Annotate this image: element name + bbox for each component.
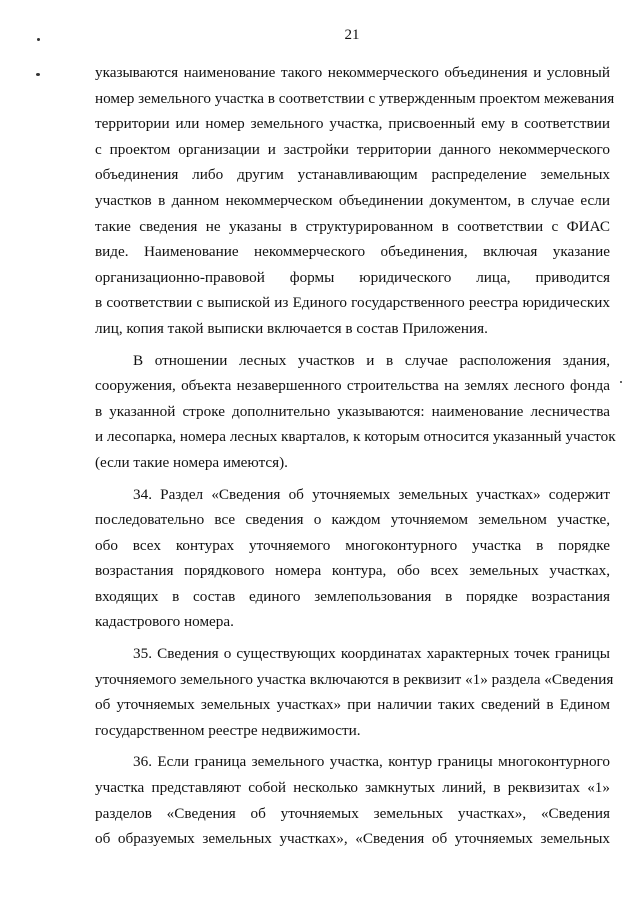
- text-line: и лесопарка, номера лесных кварталов, к которым относится указанный участок: [95, 428, 616, 446]
- text-line: виде. Наименование некоммерческого объединения, включая указание: [95, 243, 610, 261]
- text-line: такие сведения не указаны в структурированном в соответствии с ФИАС: [95, 217, 610, 235]
- text-line: 36. Если граница земельного участка, контур границы многоконтурного: [133, 753, 610, 771]
- paragraph-36: [95, 749, 610, 851]
- text-line: участка представляют собой несколько замкнутых линий, в реквизитах «1»: [95, 779, 610, 797]
- text-line: организационно-правовой формы юридического лица, приводится: [95, 268, 610, 286]
- text-line: об уточняемых земельных участках» при наличии таких сведений в Едином: [95, 696, 610, 714]
- text-line: сооружения, объекта незавершенного строительства на землях лесного фонда: [95, 377, 610, 395]
- text-line: лиц, копия такой выписки включается в состав Приложения.: [95, 319, 488, 337]
- text-line: уточняемого земельного участка включаются в реквизит «1» раздела «Сведения: [95, 670, 614, 688]
- paragraph-34: [95, 482, 610, 636]
- text-line: последовательно все сведения о каждом уточняемом земельном участке,: [95, 511, 610, 529]
- scan-mark: [620, 381, 622, 383]
- text-line: указываются наименование такого некоммерческого объединения и условный: [95, 64, 610, 81]
- text-line: разделов «Сведения об уточняемых земельных участках», «Сведения: [95, 804, 610, 822]
- text-line: с проектом организации и застройки территории данного некоммерческого: [95, 140, 610, 158]
- scan-mark: [36, 73, 40, 76]
- text-line: в соответствии с выпиской из Единого государственного реестра юридических: [95, 294, 610, 312]
- text-line: 34. Раздел «Сведения об уточняемых земельных участках» содержит: [133, 485, 610, 503]
- text-line: В отношении лесных участков и в случае расположения здания,: [133, 351, 610, 369]
- text-line: (если такие номера имеются).: [95, 453, 288, 471]
- paragraph-forest-plots: [95, 348, 616, 476]
- text-line: входящих в состав единого землепользования в порядке возрастания: [95, 587, 610, 605]
- text-line: возрастания порядкового номера контура, обо всех земельных участках,: [95, 562, 610, 580]
- text-line: обо всех контурах уточняемого многоконтурного участка в порядке: [95, 536, 610, 554]
- text-line: государственном реестре недвижимости.: [95, 721, 361, 739]
- text-line: 35. Сведения о существующих координатах характерных точек границы: [133, 645, 610, 663]
- text-line: объединения либо другим устанавливающим распределение земельных: [95, 166, 610, 184]
- text-line: территории или номер земельного участка, присвоенный ему в соответствии: [95, 115, 610, 133]
- text-line: номер земельного участка в соответствии с утвержденным проектом межевания: [95, 89, 615, 107]
- page-number: 21: [344, 27, 360, 43]
- text-line: кадастрового номера.: [95, 613, 234, 631]
- text-line: в указанной строке дополнительно указываются: наименование лесничества: [95, 402, 610, 420]
- paragraph-continuation: [95, 60, 615, 342]
- paragraph-35: [95, 641, 614, 743]
- document-body: [95, 60, 616, 852]
- text-line: участков в данном некоммерческом объединении документом, в случае если: [95, 191, 610, 209]
- text-line: об образуемых земельных участках», «Сведения об уточняемых земельных: [95, 830, 610, 848]
